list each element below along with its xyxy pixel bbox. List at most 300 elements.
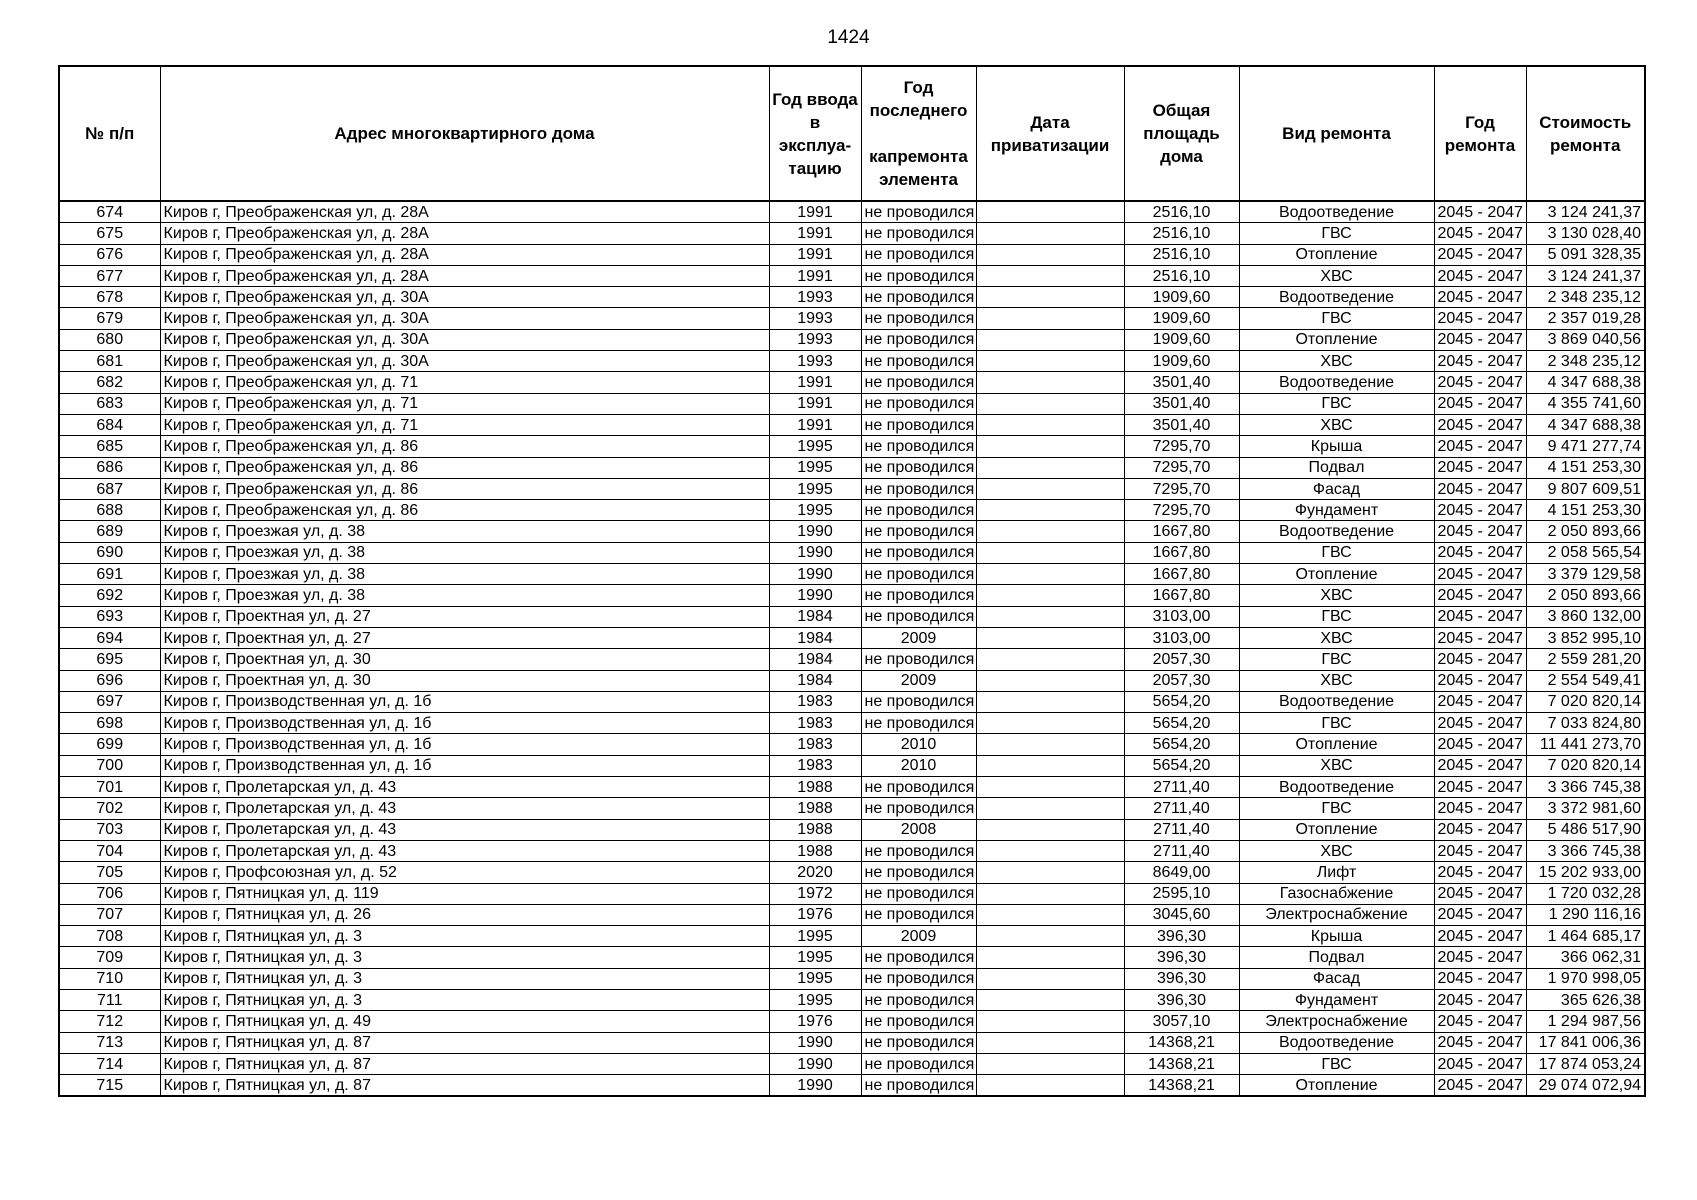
table-row <box>59 308 1645 329</box>
cell-privatization <box>976 1075 1124 1097</box>
cell-address: Киров г, Преображенская ул, д. 30А <box>160 308 769 329</box>
cell-repair-year: 2045 - 2047 <box>1434 627 1526 648</box>
cell-repair-year: 2045 - 2047 <box>1434 265 1526 286</box>
cell-cost: 3 124 241,37 <box>1526 265 1645 286</box>
cell-privatization <box>976 329 1124 350</box>
cell-last-repair: не проводился <box>861 1075 976 1097</box>
cell-num: 715 <box>59 1075 160 1097</box>
cell-num: 687 <box>59 478 160 499</box>
cell-cost: 1 464 685,17 <box>1526 926 1645 947</box>
table-row <box>59 351 1645 372</box>
cell-repair-type: Отопление <box>1239 329 1434 350</box>
cell-privatization <box>976 606 1124 627</box>
cell-area: 396,30 <box>1124 989 1239 1010</box>
cell-num: 699 <box>59 734 160 755</box>
cell-cost: 3 124 241,37 <box>1526 201 1645 223</box>
table-row <box>59 904 1645 925</box>
cell-year-commission: 1990 <box>769 564 861 585</box>
cell-num: 702 <box>59 798 160 819</box>
cell-repair-type: Лифт <box>1239 862 1434 883</box>
cell-year-commission: 1976 <box>769 904 861 925</box>
cell-privatization <box>976 670 1124 691</box>
table-row <box>59 521 1645 542</box>
cell-address: Киров г, Проектная ул, д. 30 <box>160 649 769 670</box>
cell-repair-type: Фундамент <box>1239 500 1434 521</box>
cell-address: Киров г, Пятницкая ул, д. 49 <box>160 1011 769 1032</box>
cell-area: 14368,21 <box>1124 1053 1239 1074</box>
cell-year-commission: 1983 <box>769 755 861 776</box>
cell-last-repair: не проводился <box>861 244 976 265</box>
cell-last-repair: не проводился <box>861 585 976 606</box>
cell-privatization <box>976 585 1124 606</box>
cell-last-repair: не проводился <box>861 1053 976 1074</box>
cell-num: 679 <box>59 308 160 329</box>
cell-last-repair: не проводился <box>861 947 976 968</box>
cell-year-commission: 1993 <box>769 308 861 329</box>
repair-registry-table <box>58 65 1646 1097</box>
cell-privatization <box>976 414 1124 435</box>
cell-address: Киров г, Преображенская ул, д. 28А <box>160 265 769 286</box>
cell-num: 701 <box>59 777 160 798</box>
cell-num: 688 <box>59 500 160 521</box>
cell-year-commission: 1991 <box>769 265 861 286</box>
cell-repair-year: 2045 - 2047 <box>1434 329 1526 350</box>
cell-repair-type: Подвал <box>1239 457 1434 478</box>
cell-address: Киров г, Проезжая ул, д. 38 <box>160 585 769 606</box>
cell-repair-type: Отопление <box>1239 564 1434 585</box>
cell-last-repair: 2010 <box>861 734 976 755</box>
header-privatization: Дата приватизации <box>976 66 1124 201</box>
cell-num: 698 <box>59 713 160 734</box>
cell-repair-type: ХВС <box>1239 351 1434 372</box>
cell-privatization <box>976 649 1124 670</box>
cell-repair-year: 2045 - 2047 <box>1434 989 1526 1010</box>
cell-area: 1667,80 <box>1124 564 1239 585</box>
cell-address: Киров г, Пятницкая ул, д. 87 <box>160 1053 769 1074</box>
table-row <box>59 713 1645 734</box>
cell-area: 2516,10 <box>1124 244 1239 265</box>
cell-privatization <box>976 478 1124 499</box>
cell-cost: 4 355 741,60 <box>1526 393 1645 414</box>
cell-num: 682 <box>59 372 160 393</box>
table-row <box>59 926 1645 947</box>
table-row <box>59 265 1645 286</box>
cell-area: 2711,40 <box>1124 840 1239 861</box>
cell-repair-type: Фасад <box>1239 968 1434 989</box>
table-row <box>59 201 1645 223</box>
cell-repair-year: 2045 - 2047 <box>1434 500 1526 521</box>
cell-privatization <box>976 627 1124 648</box>
cell-repair-year: 2045 - 2047 <box>1434 478 1526 499</box>
cell-year-commission: 1976 <box>769 1011 861 1032</box>
table-row <box>59 1053 1645 1074</box>
cell-repair-type: ГВС <box>1239 606 1434 627</box>
table-row <box>59 436 1645 457</box>
cell-cost: 2 050 893,66 <box>1526 521 1645 542</box>
cell-last-repair: не проводился <box>861 564 976 585</box>
cell-num: 704 <box>59 840 160 861</box>
cell-repair-year: 2045 - 2047 <box>1434 904 1526 925</box>
cell-year-commission: 1991 <box>769 372 861 393</box>
cell-last-repair: не проводился <box>861 521 976 542</box>
cell-last-repair: не проводился <box>861 904 976 925</box>
header-year-commission: Год ввода в эксплуа-тацию <box>769 66 861 201</box>
cell-repair-type: ХВС <box>1239 840 1434 861</box>
cell-address: Киров г, Проектная ул, д. 30 <box>160 670 769 691</box>
cell-address: Киров г, Преображенская ул, д. 30А <box>160 329 769 350</box>
cell-privatization <box>976 798 1124 819</box>
cell-repair-year: 2045 - 2047 <box>1434 777 1526 798</box>
cell-cost: 15 202 933,00 <box>1526 862 1645 883</box>
cell-area: 3501,40 <box>1124 414 1239 435</box>
cell-repair-type: Фасад <box>1239 478 1434 499</box>
cell-privatization <box>976 265 1124 286</box>
cell-privatization <box>976 223 1124 244</box>
page-number: 1424 <box>827 27 870 48</box>
cell-year-commission: 1993 <box>769 351 861 372</box>
cell-last-repair: не проводился <box>861 372 976 393</box>
cell-num: 709 <box>59 947 160 968</box>
cell-repair-year: 2045 - 2047 <box>1434 1032 1526 1053</box>
cell-area: 1909,60 <box>1124 308 1239 329</box>
cell-address: Киров г, Пятницкая ул, д. 119 <box>160 883 769 904</box>
cell-last-repair: не проводился <box>861 989 976 1010</box>
cell-repair-year: 2045 - 2047 <box>1434 585 1526 606</box>
cell-area: 2595,10 <box>1124 883 1239 904</box>
cell-cost: 5 486 517,90 <box>1526 819 1645 840</box>
cell-privatization <box>976 1032 1124 1053</box>
cell-last-repair: 2009 <box>861 670 976 691</box>
table-row <box>59 1011 1645 1032</box>
cell-year-commission: 1995 <box>769 926 861 947</box>
cell-address: Киров г, Преображенская ул, д. 28А <box>160 201 769 223</box>
cell-repair-year: 2045 - 2047 <box>1434 734 1526 755</box>
cell-address: Киров г, Преображенская ул, д. 71 <box>160 372 769 393</box>
cell-area: 5654,20 <box>1124 713 1239 734</box>
cell-num: 713 <box>59 1032 160 1053</box>
table-row <box>59 585 1645 606</box>
cell-address: Киров г, Преображенская ул, д. 71 <box>160 414 769 435</box>
cell-num: 697 <box>59 691 160 712</box>
cell-repair-year: 2045 - 2047 <box>1434 308 1526 329</box>
cell-num: 674 <box>59 201 160 223</box>
cell-area: 3501,40 <box>1124 393 1239 414</box>
table-row <box>59 627 1645 648</box>
cell-address: Киров г, Пролетарская ул, д. 43 <box>160 777 769 798</box>
cell-year-commission: 1991 <box>769 393 861 414</box>
cell-cost: 2 348 235,12 <box>1526 351 1645 372</box>
cell-address: Киров г, Пролетарская ул, д. 43 <box>160 840 769 861</box>
cell-last-repair: не проводился <box>861 691 976 712</box>
cell-repair-year: 2045 - 2047 <box>1434 542 1526 563</box>
cell-privatization <box>976 1053 1124 1074</box>
cell-last-repair: не проводился <box>861 1011 976 1032</box>
cell-privatization <box>976 564 1124 585</box>
cell-address: Киров г, Пятницкая ул, д. 3 <box>160 926 769 947</box>
cell-cost: 4 347 688,38 <box>1526 372 1645 393</box>
cell-last-repair: 2009 <box>861 926 976 947</box>
cell-privatization <box>976 244 1124 265</box>
header-last-repair-line2: капремонта элемента <box>869 147 968 189</box>
cell-privatization <box>976 287 1124 308</box>
cell-num: 681 <box>59 351 160 372</box>
cell-repair-year: 2045 - 2047 <box>1434 755 1526 776</box>
cell-repair-type: Отопление <box>1239 1075 1434 1097</box>
cell-address: Киров г, Производственная ул, д. 1б <box>160 755 769 776</box>
cell-last-repair: не проводился <box>861 308 976 329</box>
cell-num: 675 <box>59 223 160 244</box>
cell-last-repair: не проводился <box>861 606 976 627</box>
cell-year-commission: 1990 <box>769 521 861 542</box>
cell-cost: 3 869 040,56 <box>1526 329 1645 350</box>
cell-num: 703 <box>59 819 160 840</box>
cell-repair-type: Крыша <box>1239 436 1434 457</box>
cell-area: 7295,70 <box>1124 436 1239 457</box>
cell-year-commission: 1995 <box>769 989 861 1010</box>
cell-privatization <box>976 947 1124 968</box>
cell-area: 2057,30 <box>1124 649 1239 670</box>
cell-year-commission: 1983 <box>769 691 861 712</box>
cell-privatization <box>976 968 1124 989</box>
table-row <box>59 223 1645 244</box>
cell-privatization <box>976 1011 1124 1032</box>
cell-repair-year: 2045 - 2047 <box>1434 670 1526 691</box>
cell-area: 7295,70 <box>1124 478 1239 499</box>
cell-address: Киров г, Преображенская ул, д. 30А <box>160 287 769 308</box>
table-row <box>59 883 1645 904</box>
cell-privatization <box>976 691 1124 712</box>
cell-year-commission: 1984 <box>769 649 861 670</box>
table-row <box>59 819 1645 840</box>
cell-repair-year: 2045 - 2047 <box>1434 649 1526 670</box>
cell-cost: 4 151 253,30 <box>1526 500 1645 521</box>
cell-area: 1909,60 <box>1124 329 1239 350</box>
cell-address: Киров г, Преображенская ул, д. 86 <box>160 500 769 521</box>
cell-last-repair: не проводился <box>861 351 976 372</box>
cell-num: 683 <box>59 393 160 414</box>
cell-year-commission: 1984 <box>769 606 861 627</box>
header-repair-year: Год ремонта <box>1434 66 1526 201</box>
cell-repair-year: 2045 - 2047 <box>1434 521 1526 542</box>
cell-repair-year: 2045 - 2047 <box>1434 223 1526 244</box>
table-row <box>59 840 1645 861</box>
cell-repair-type: Газоснабжение <box>1239 883 1434 904</box>
cell-repair-year: 2045 - 2047 <box>1434 1053 1526 1074</box>
cell-privatization <box>976 926 1124 947</box>
cell-repair-type: ГВС <box>1239 649 1434 670</box>
cell-num: 705 <box>59 862 160 883</box>
cell-repair-type: Крыша <box>1239 926 1434 947</box>
cell-repair-type: ГВС <box>1239 798 1434 819</box>
cell-cost: 3 366 745,38 <box>1526 777 1645 798</box>
cell-repair-year: 2045 - 2047 <box>1434 691 1526 712</box>
table-row <box>59 968 1645 989</box>
cell-repair-type: Электроснабжение <box>1239 904 1434 925</box>
cell-cost: 3 130 028,40 <box>1526 223 1645 244</box>
cell-repair-type: Водоотведение <box>1239 201 1434 223</box>
cell-address: Киров г, Пятницкая ул, д. 87 <box>160 1032 769 1053</box>
cell-repair-year: 2045 - 2047 <box>1434 244 1526 265</box>
cell-year-commission: 1993 <box>769 329 861 350</box>
cell-repair-year: 2045 - 2047 <box>1434 287 1526 308</box>
cell-last-repair: не проводился <box>861 500 976 521</box>
cell-repair-type: ГВС <box>1239 1053 1434 1074</box>
cell-repair-type: ГВС <box>1239 223 1434 244</box>
cell-address: Киров г, Преображенская ул, д. 28А <box>160 223 769 244</box>
cell-last-repair: не проводился <box>861 393 976 414</box>
header-last-repair-line1: Год последнего <box>869 78 968 120</box>
cell-num: 710 <box>59 968 160 989</box>
table-row <box>59 542 1645 563</box>
table-row <box>59 1032 1645 1053</box>
cell-cost: 4 347 688,38 <box>1526 414 1645 435</box>
cell-year-commission: 1995 <box>769 500 861 521</box>
cell-address: Киров г, Профсоюзная ул, д. 52 <box>160 862 769 883</box>
cell-area: 396,30 <box>1124 968 1239 989</box>
table-row <box>59 457 1645 478</box>
cell-address: Киров г, Пятницкая ул, д. 3 <box>160 947 769 968</box>
table-header-row <box>59 66 1645 201</box>
cell-privatization <box>976 862 1124 883</box>
cell-area: 2057,30 <box>1124 670 1239 691</box>
cell-cost: 1 294 987,56 <box>1526 1011 1645 1032</box>
cell-cost: 2 348 235,12 <box>1526 287 1645 308</box>
cell-repair-year: 2045 - 2047 <box>1434 351 1526 372</box>
cell-area: 7295,70 <box>1124 457 1239 478</box>
cell-last-repair: не проводился <box>861 287 976 308</box>
cell-year-commission: 1995 <box>769 436 861 457</box>
header-area: Общая площадь дома <box>1124 66 1239 201</box>
cell-last-repair: не проводился <box>861 883 976 904</box>
cell-area: 7295,70 <box>1124 500 1239 521</box>
cell-cost: 3 372 981,60 <box>1526 798 1645 819</box>
cell-address: Киров г, Проезжая ул, д. 38 <box>160 564 769 585</box>
cell-privatization <box>976 457 1124 478</box>
cell-repair-year: 2045 - 2047 <box>1434 926 1526 947</box>
cell-repair-year: 2045 - 2047 <box>1434 457 1526 478</box>
cell-repair-type: Отопление <box>1239 244 1434 265</box>
cell-year-commission: 1988 <box>769 777 861 798</box>
cell-num: 686 <box>59 457 160 478</box>
cell-address: Киров г, Пятницкая ул, д. 87 <box>160 1075 769 1097</box>
cell-cost: 7 020 820,14 <box>1526 691 1645 712</box>
cell-privatization <box>976 819 1124 840</box>
cell-last-repair: не проводился <box>861 223 976 244</box>
cell-address: Киров г, Пролетарская ул, д. 43 <box>160 798 769 819</box>
table-row <box>59 798 1645 819</box>
cell-num: 695 <box>59 649 160 670</box>
cell-year-commission: 1990 <box>769 585 861 606</box>
cell-last-repair: не проводился <box>861 329 976 350</box>
cell-year-commission: 1995 <box>769 968 861 989</box>
cell-cost: 2 559 281,20 <box>1526 649 1645 670</box>
cell-repair-type: ХВС <box>1239 627 1434 648</box>
table-body <box>59 201 1645 1096</box>
cell-last-repair: не проводился <box>861 542 976 563</box>
cell-address: Киров г, Преображенская ул, д. 28А <box>160 244 769 265</box>
table-row <box>59 862 1645 883</box>
cell-last-repair: 2008 <box>861 819 976 840</box>
cell-year-commission: 1988 <box>769 819 861 840</box>
cell-num: 706 <box>59 883 160 904</box>
cell-year-commission: 1984 <box>769 627 861 648</box>
cell-privatization <box>976 521 1124 542</box>
cell-last-repair: не проводился <box>861 414 976 435</box>
cell-repair-type: ХВС <box>1239 265 1434 286</box>
table-row <box>59 1075 1645 1097</box>
cell-year-commission: 1993 <box>769 287 861 308</box>
cell-cost: 17 874 053,24 <box>1526 1053 1645 1074</box>
cell-repair-year: 2045 - 2047 <box>1434 862 1526 883</box>
cell-privatization <box>976 500 1124 521</box>
cell-area: 5654,20 <box>1124 734 1239 755</box>
cell-repair-year: 2045 - 2047 <box>1434 713 1526 734</box>
cell-cost: 365 626,38 <box>1526 989 1645 1010</box>
cell-year-commission: 1991 <box>769 223 861 244</box>
cell-last-repair: не проводился <box>861 649 976 670</box>
cell-repair-year: 2045 - 2047 <box>1434 414 1526 435</box>
cell-area: 3057,10 <box>1124 1011 1239 1032</box>
cell-num: 690 <box>59 542 160 563</box>
cell-num: 696 <box>59 670 160 691</box>
cell-address: Киров г, Преображенская ул, д. 71 <box>160 393 769 414</box>
cell-cost: 3 860 132,00 <box>1526 606 1645 627</box>
cell-area: 3501,40 <box>1124 372 1239 393</box>
cell-repair-year: 2045 - 2047 <box>1434 968 1526 989</box>
cell-area: 2711,40 <box>1124 819 1239 840</box>
cell-last-repair: не проводился <box>861 968 976 989</box>
cell-last-repair: не проводился <box>861 201 976 223</box>
cell-privatization <box>976 840 1124 861</box>
cell-cost: 17 841 006,36 <box>1526 1032 1645 1053</box>
cell-repair-type: Электроснабжение <box>1239 1011 1434 1032</box>
table-row <box>59 989 1645 1010</box>
cell-repair-year: 2045 - 2047 <box>1434 819 1526 840</box>
cell-last-repair: не проводился <box>861 478 976 499</box>
table-row <box>59 564 1645 585</box>
cell-area: 2516,10 <box>1124 265 1239 286</box>
cell-cost: 9 807 609,51 <box>1526 478 1645 499</box>
cell-year-commission: 1983 <box>769 734 861 755</box>
cell-year-commission: 1984 <box>769 670 861 691</box>
cell-area: 5654,20 <box>1124 691 1239 712</box>
cell-cost: 7 033 824,80 <box>1526 713 1645 734</box>
cell-privatization <box>976 393 1124 414</box>
cell-address: Киров г, Преображенская ул, д. 30А <box>160 351 769 372</box>
cell-year-commission: 1995 <box>769 947 861 968</box>
cell-cost: 3 366 745,38 <box>1526 840 1645 861</box>
cell-last-repair: не проводился <box>861 1032 976 1053</box>
cell-area: 396,30 <box>1124 947 1239 968</box>
cell-repair-year: 2045 - 2047 <box>1434 393 1526 414</box>
cell-privatization <box>976 542 1124 563</box>
table-row <box>59 734 1645 755</box>
cell-area: 3103,00 <box>1124 606 1239 627</box>
cell-cost: 3 852 995,10 <box>1526 627 1645 648</box>
cell-repair-year: 2045 - 2047 <box>1434 372 1526 393</box>
cell-year-commission: 1991 <box>769 201 861 223</box>
cell-area: 5654,20 <box>1124 755 1239 776</box>
cell-repair-type: ГВС <box>1239 308 1434 329</box>
cell-num: 700 <box>59 755 160 776</box>
cell-repair-type: ГВС <box>1239 542 1434 563</box>
cell-last-repair: 2009 <box>861 627 976 648</box>
cell-repair-type: Водоотведение <box>1239 691 1434 712</box>
table-row <box>59 414 1645 435</box>
cell-num: 692 <box>59 585 160 606</box>
cell-year-commission: 1990 <box>769 1053 861 1074</box>
header-num: № п/п <box>59 66 160 201</box>
